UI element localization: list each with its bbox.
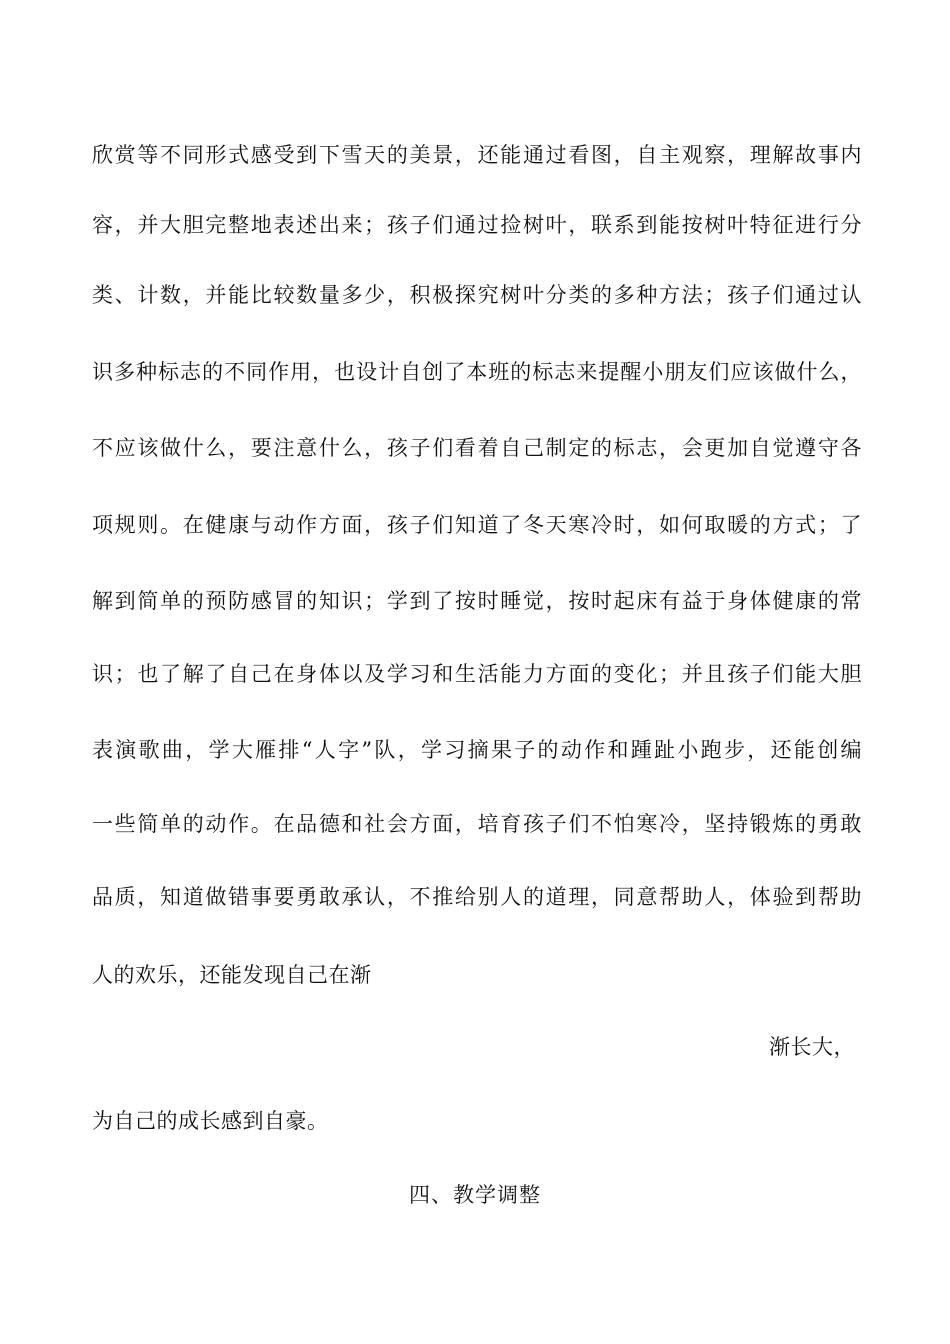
paragraph-line: 项规则。在健康与动作方面，孩子们知道了冬天寒冷时，如何取暖的方式；了 [92, 513, 862, 537]
paragraph-line-right-fragment: 渐长大， [769, 1035, 855, 1059]
paragraph-line: 解到简单的预防感冒的知识；学到了按时睡觉，按时起床有益于身体健康的常 [92, 589, 862, 613]
paragraph-line: 人的欢乐，还能发现自己在渐 [92, 963, 372, 987]
paragraph-line: 容，并大胆完整地表述出来；孩子们通过捡树叶，联系到能按树叶特征进行分 [92, 213, 862, 237]
paragraph-closing-line: 为自己的成长感到自豪。 [92, 1109, 329, 1133]
paragraph-line: 识；也了解了自己在身体以及学习和生活能力方面的变化；并且孩子们能大胆 [92, 662, 862, 686]
section-heading: 四、教学调整 [409, 1183, 541, 1207]
paragraph-line: 品质，知道做错事要勇敢承认，不推给别人的道理，同意帮助人，体验到帮助 [92, 885, 862, 909]
paragraph-line: 欣赏等不同形式感受到下雪天的美景，还能通过看图，自主观察，理解故事内 [92, 143, 862, 167]
paragraph-line: 识多种标志的不同作用，也设计自创了本班的标志来提醒小朋友们应该做什么， [92, 360, 862, 384]
paragraph-line: 一些简单的动作。在品德和社会方面，培育孩子们不怕寒冷，坚持锻炼的勇敢 [92, 812, 862, 836]
paragraph-line: 不应该做什么，要注意什么，孩子们看着自己制定的标志，会更加自觉遵守各 [92, 436, 862, 460]
paragraph-line: 类、计数，并能比较数量多少，积极探究树叶分类的多种方法；孩子们通过认 [92, 283, 862, 307]
paragraph-line: 表演歌曲，学大雁排“人字”队，学习摘果子的动作和踵趾小跑步，还能创编 [92, 738, 862, 762]
